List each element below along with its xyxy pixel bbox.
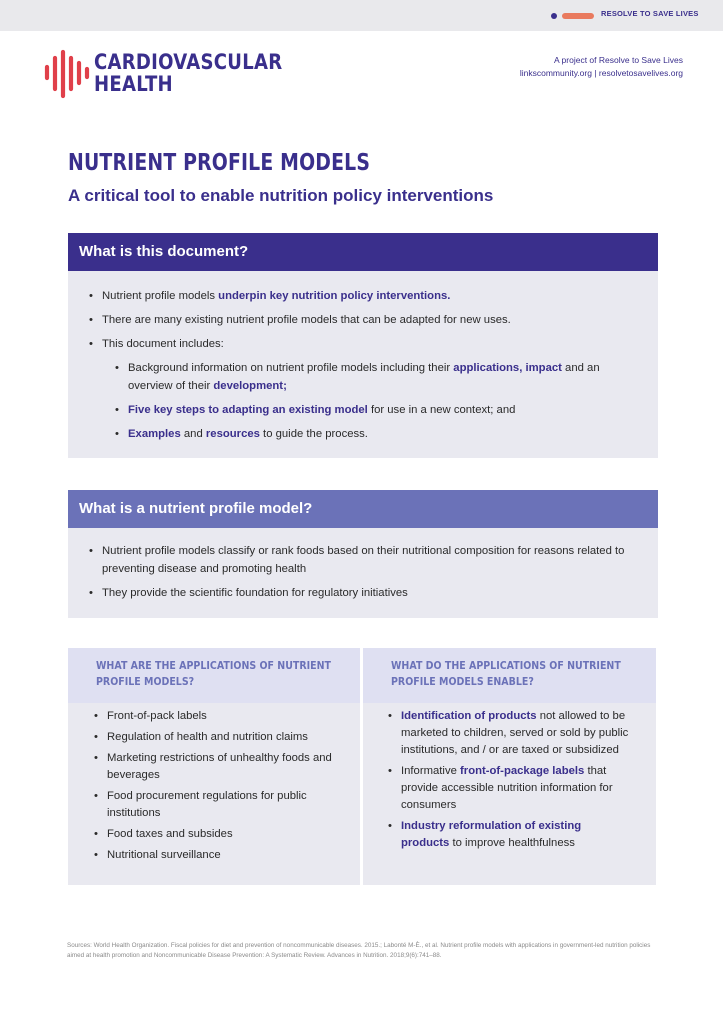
- page-title: NUTRIENT PROFILE MODELS: [68, 150, 371, 176]
- pulse-bars-icon: [44, 49, 92, 99]
- list-item: [102, 287, 658, 305]
- bullet-list: [68, 271, 658, 353]
- dot-icon: [551, 13, 557, 19]
- list-item: [401, 708, 632, 759]
- brand-line-1: CARDIOVASCULAR: [94, 50, 283, 74]
- sub-list-item: [128, 425, 628, 443]
- highlight-text: resources: [205, 428, 260, 440]
- sub-bullet-list: [68, 359, 658, 443]
- section-what-is-model: [68, 490, 658, 618]
- section-heading: What is this document?: [68, 233, 658, 271]
- heading-line: PROFILE MODELS ENABLE?: [391, 675, 534, 688]
- text: for use in a new context; and: [367, 404, 516, 416]
- brand-line-2: HEALTH: [94, 72, 173, 96]
- list-item: • Nutrient profile models classify or rank foods based on their nutritional composition for reasons related to preventing disease and promoting health: [102, 542, 638, 578]
- text: Background information on nutrient profile models including their: [128, 362, 454, 374]
- sources-footnote: Sources: World Health Organization. Fiscal policies for diet and prevention of noncommunicable diseases. 2015.; Labonté M-È., et al. Nutrient profile models with applications in government-led nutrition policies aimed at health promotion and Noncommunicable Disease Prevention: A Systematic Review. Advances in Nutrition. 2018;9(6):741–88.: [67, 942, 651, 959]
- text: Nutrient profile models: [102, 290, 219, 302]
- highlight-text: Examples: [128, 428, 181, 440]
- brand-name: [94, 51, 282, 95]
- highlight-text: front-of-package labels: [460, 765, 585, 777]
- list-item: [401, 763, 632, 814]
- heading-line: WHAT DO THE APPLICATIONS OF NUTRIENT: [391, 659, 621, 672]
- column-heading: [363, 648, 656, 703]
- org-label: RESOLVE TO SAVE LIVES: [601, 9, 699, 18]
- enable-list: [363, 703, 656, 852]
- enable-column: [363, 648, 656, 885]
- highlight-text: applications, impact: [453, 362, 562, 374]
- list-item: • Food taxes and subsides: [107, 826, 340, 843]
- highlight-text: underpin key nutrition policy interventions.: [218, 290, 451, 302]
- bullet-list: [68, 528, 658, 602]
- list-item: [401, 818, 632, 852]
- highlight-text: development;: [213, 380, 287, 392]
- project-info: [520, 54, 683, 80]
- highlight-text: Identification of products: [401, 710, 537, 722]
- text: and an overview of their: [128, 362, 600, 392]
- page-subtitle: A critical tool to enable nutrition policy interventions: [68, 186, 494, 205]
- list-item: • Marketing restrictions of unhealthy foods and beverages: [107, 750, 340, 784]
- text: and: [180, 428, 206, 440]
- section-what-is-document: [68, 233, 658, 458]
- list-item: • They provide the scientific foundation for regulatory initiatives: [102, 584, 638, 602]
- list-item: • Regulation of health and nutrition claims: [107, 729, 340, 746]
- heading-line: WHAT ARE THE APPLICATIONS OF NUTRIENT: [96, 659, 331, 672]
- text: Informative: [401, 765, 461, 777]
- project-line: A project of Resolve to Save Lives: [554, 55, 683, 65]
- list-item: • Nutritional surveillance: [107, 847, 340, 864]
- applications-column: [68, 648, 360, 885]
- section-heading: What is a nutrient profile model?: [68, 490, 658, 528]
- applications-columns: [68, 648, 656, 885]
- top-bar: [0, 0, 723, 31]
- text: to guide the process.: [259, 428, 368, 440]
- highlight-text: Five key steps to adapting an existing model: [128, 404, 368, 416]
- text: that provide accessible nutrition information for consumers: [401, 765, 613, 811]
- text: to improve healthfulness: [449, 837, 575, 849]
- list-item: • Food procurement regulations for public institutions: [107, 788, 340, 822]
- heading-line: PROFILE MODELS?: [96, 675, 195, 688]
- sub-list-item: [128, 359, 628, 395]
- list-item: • This document includes:: [102, 335, 658, 353]
- applications-list: [68, 703, 360, 864]
- sub-list-item: [128, 401, 628, 419]
- column-heading: [68, 648, 360, 703]
- text: not allowed to be marketed to children, served or sold by public institutions, and / or are taxed or subsidized: [401, 710, 629, 756]
- highlight-text: Industry reformulation of existing products: [401, 820, 582, 849]
- list-item: • Front-of-pack labels: [107, 708, 340, 725]
- pill-icon: [562, 13, 594, 19]
- project-links[interactable]: linkscommunity.org | resolvetosavelives.org: [519, 68, 683, 78]
- list-item: • There are many existing nutrient profile models that can be adapted for new uses.: [102, 311, 658, 329]
